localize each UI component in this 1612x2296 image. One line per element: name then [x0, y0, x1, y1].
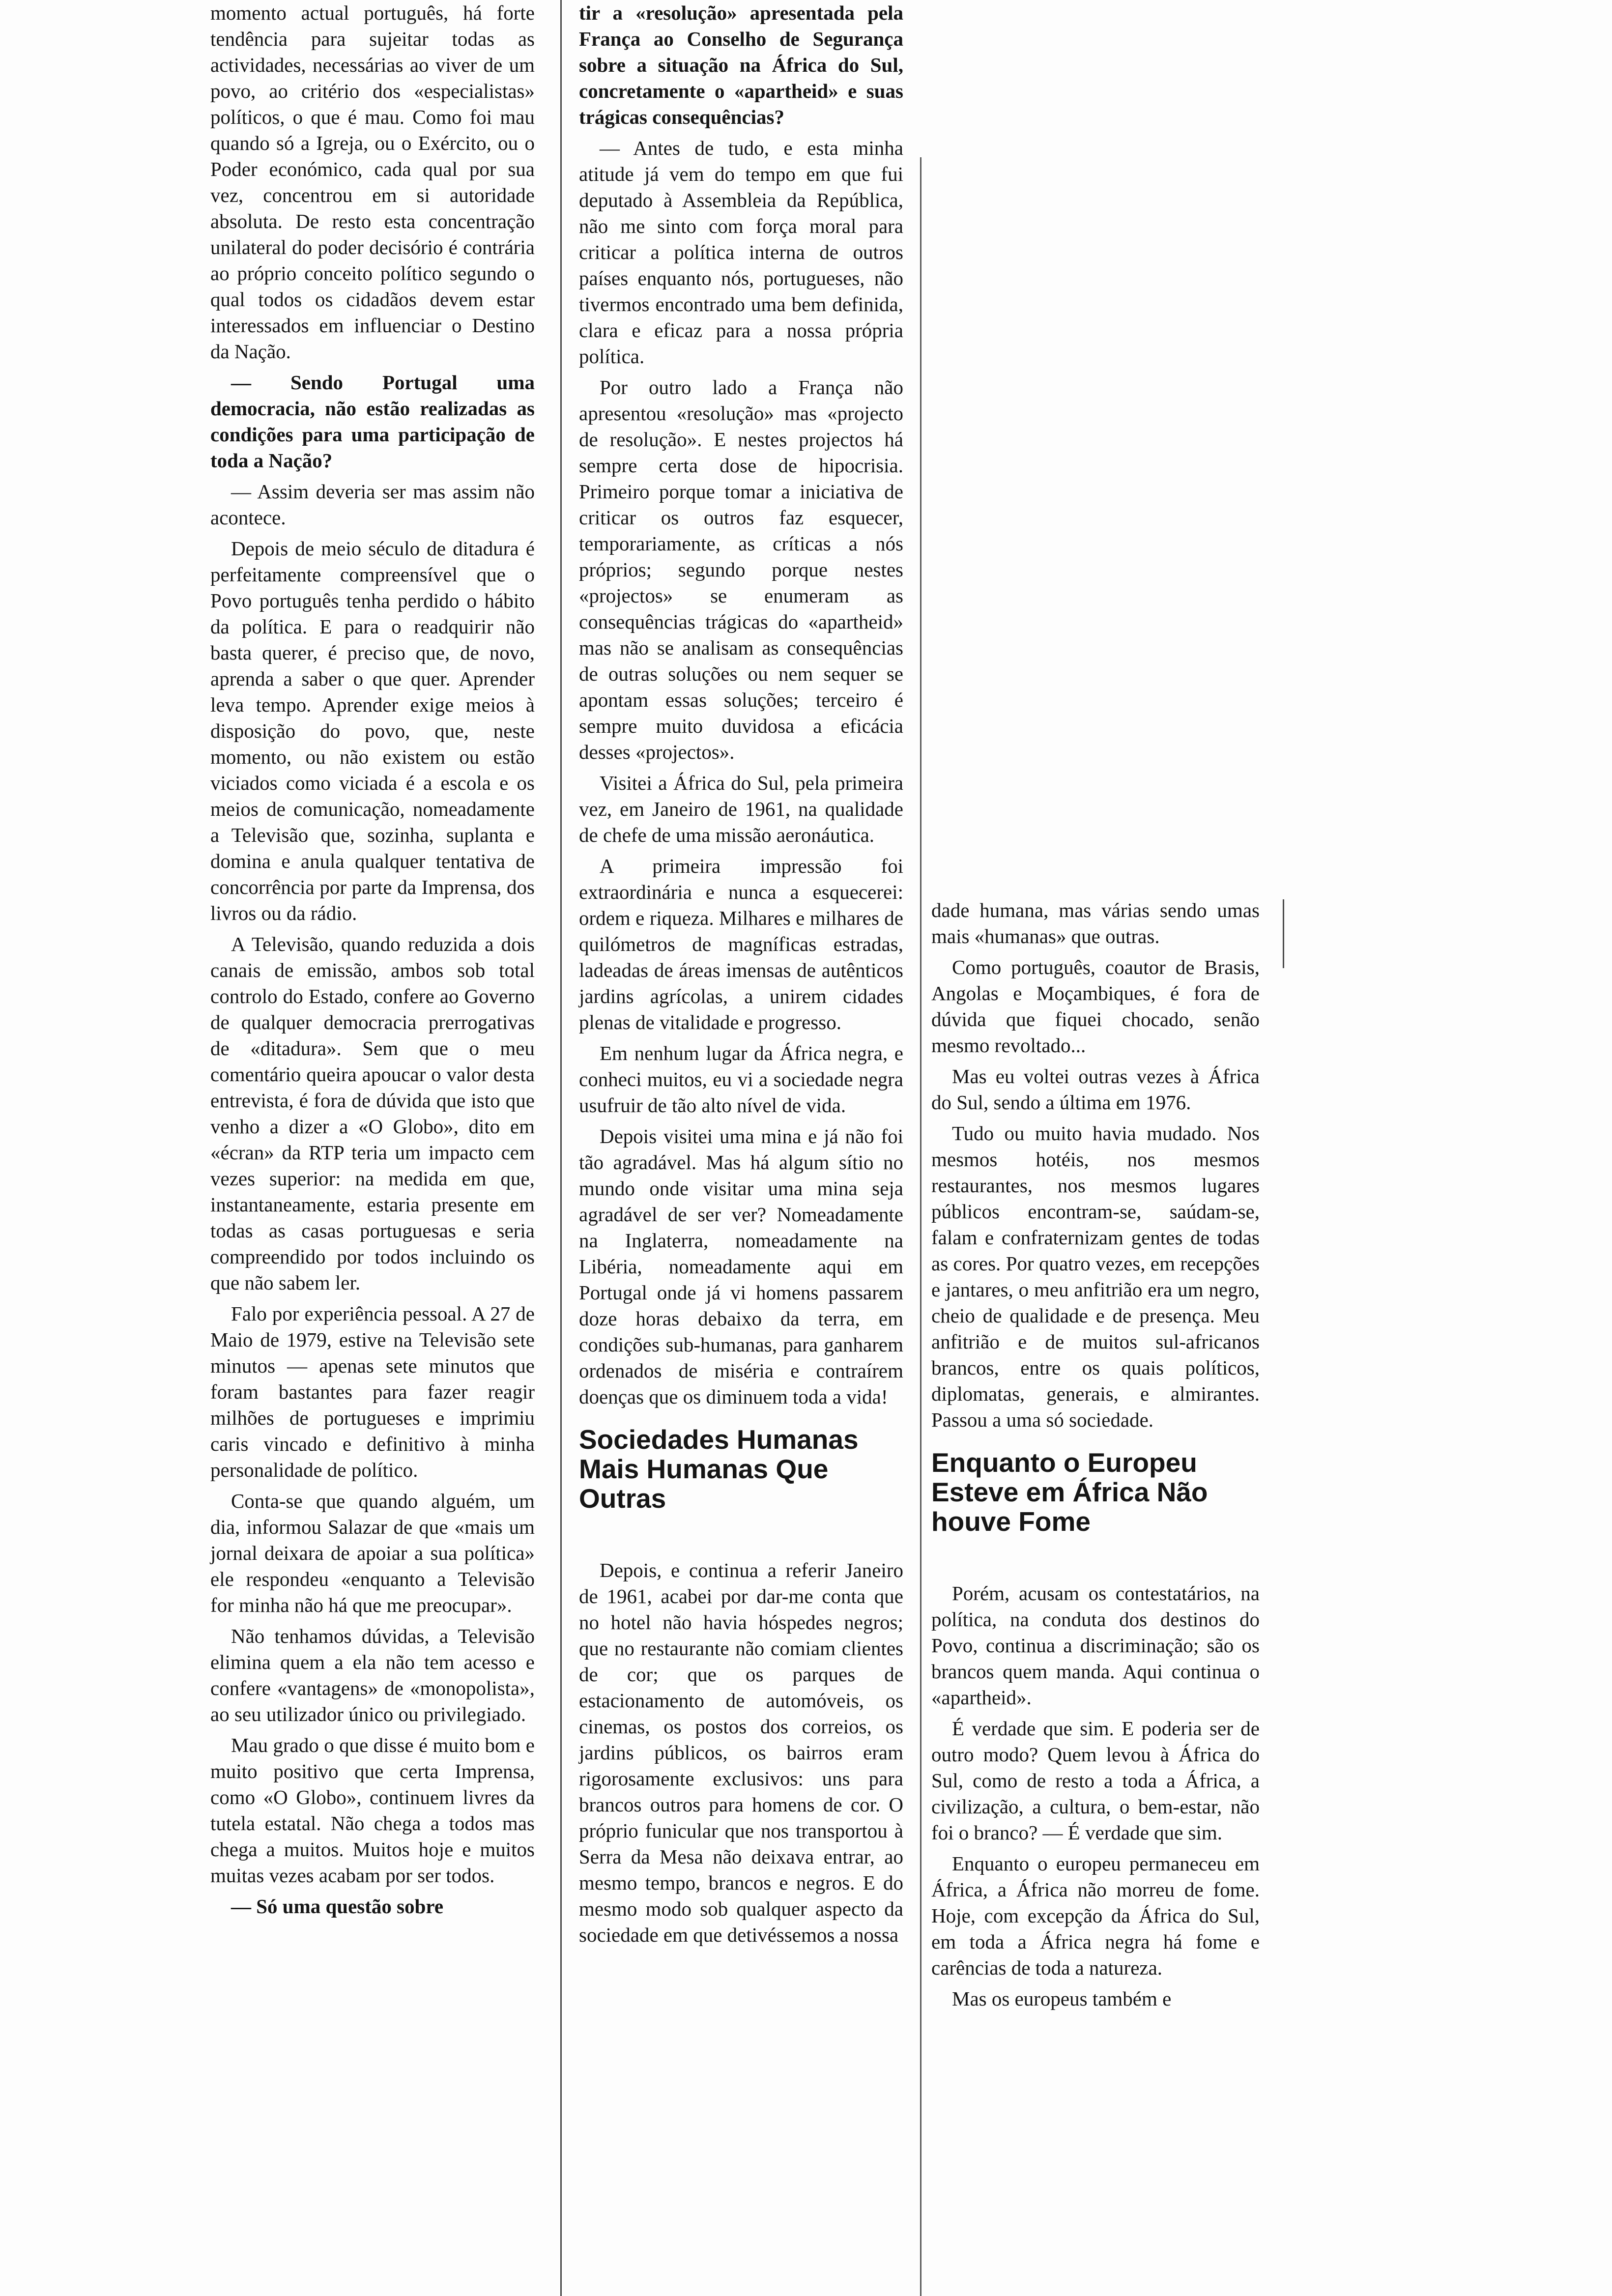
interview-question: tir a «resolução» apresentada pela França ao Conselho de Segurança sobre a situação na África do Sul, concretamente o «apartheid» e suas trágicas consequências?	[579, 1, 903, 128]
paragraph: Falo por experiência pessoal. A 27 de Maio de 1979, estive na Televisão sete minutos — apenas sete minutos que foram bastantes para fazer reagir milhões de portugueses e imprimiu caris vincado e definitivo à minha personalidade de político.	[210, 1302, 535, 1481]
paragraph: Mau grado o que disse é muito bom e muito positivo que certa Imprensa, como «O Globo», continuem livres da tutela estatal. Não chega a todos mas chega a muitos. Muitos hoje e muitos muitas vezes acabam por ser todos.	[210, 1734, 535, 1887]
paragraph: Depois, e continua a referir Janeiro de 1961, acabei por dar-me conta que no hotel não havia hóspedes negros; que no restaurante não comiam clientes de cor; que os parques de estacionamento de automóveis, os cinemas, os postos dos correios, os jardins públicos, os bairros eram rigorosamente exclusivos: uns para brancos outros para homens de cor. O próprio funicular que nos transportou à Serra da Mesa não deixava entrar, ao mesmo tempo, brancos e negros. E do mesmo modo sob qualquer aspecto da sociedade em que detivéssemos a nossa	[579, 1559, 903, 1946]
column-divider-1	[560, 0, 562, 2296]
paragraph: Porém, acusam os contestatários, na política, na conduta dos destinos do Povo, continua a discriminação; são os brancos quem manda. Aqui continua o «apartheid».	[931, 1582, 1260, 1709]
paragraph: Em nenhum lugar da África negra, e conheci muitos, eu vi a sociedade negra usufruir de tão alto nível de vida.	[579, 1042, 903, 1117]
text-column-3	[931, 897, 1260, 2017]
paragraph: É verdade que sim. E poderia ser de outro modo? Quem levou à África do Sul, como de resto a toda a África, a civilização, a cultura, o bem-estar, não foi o branco? — É verdade que sim.	[931, 1717, 1260, 1844]
paragraph: dade humana, mas várias sendo umas mais «humanas» que outras.	[931, 899, 1260, 947]
paragraph: A Televisão, quando reduzida a dois canais de emissão, ambos sob total controlo do Estado, confere ao Governo de qualquer democracia prerrogativas de «ditadura». Sem que o meu comentário queira apoucar o valor desta entrevista, é fora de dúvida que isto que venho a dizer a «O Globo», dito em «écran» da RTP teria um impacto cem vezes superior: na medida em que, instantaneamente, estaria presente em todas as casas portuguesas e seria compreendido por todos incluindo os que não sabem ler.	[210, 933, 535, 1294]
paragraph: Conta-se que quando alguém, um dia, informou Salazar de que «mais um jornal deixara de apoiar a sua política» ele respondeu «enquanto a Televisão for minha não há que me preocupar».	[210, 1490, 535, 1616]
paragraph: Mas eu voltei outras vezes à África do Sul, sendo a última em 1976.	[931, 1065, 1260, 1114]
text-column-1	[210, 0, 535, 1924]
paragraph: — Antes de tudo, e esta minha atitude já vem do tempo em que fui deputado à Assembleia da República, não me sinto com força moral para criticar a política interna de outros países enquanto nós, portugueses, não tivermos encontrado uma bem definida, clara e eficaz para a nossa própria política.	[579, 137, 903, 368]
paragraph: Não tenhamos dúvidas, a Televisão elimina quem a ela não tem acesso e confere «vantagens» de «monopolista», ao seu utilizador único ou privilegiado.	[210, 1625, 535, 1725]
paragraph: Enquanto o europeu permaneceu em África, a África não morreu de fome. Hoje, com excepção da África do Sul, em toda a África negra há fome e carências de toda a natureza.	[931, 1852, 1260, 1979]
column-divider-3	[1283, 899, 1284, 968]
paragraph: Depois de meio século de ditadura é perfeitamente compreensível que o Povo português tenha perdido o hábito da política. E para o readquirir não basta querer, é preciso que, de novo, aprenda a saber o que quer. Aprender leva tempo. Aprender exige meios à disposição do povo, que, neste momento, ou não existem ou estão viciados como viciada é a escola e os meios de comunicação, nomeadamente a Televisão que, sozinha, suplanta e domina e anula qualquer tentativa de concorrência por parte da Imprensa, dos livros ou da rádio.	[210, 537, 535, 924]
paragraph: A primeira impressão foi extraordinária e nunca a esquecerei: ordem e riqueza. Milhares e milhares de quilómetros de magníficas estradas, ladeadas de áreas imensas de autênticos jardins agrícolas, a unirem cidades plenas de vitalidade e progresso.	[579, 855, 903, 1033]
paragraph: Por outro lado a França não apresentou «resolução» mas «projecto de resolução». E nestes projectos há sempre certa dose de hipocrisia. Primeiro porque tomar a iniciativa de criticar os outros faz esquecer, temporariamente, as críticas a nós próprios; segundo porque nestes «projectos» se enumeram as consequências trágicas do «apartheid» mas não se analisam as consequências de outras soluções ou nem sequer se apontam essas soluções; terceiro é sempre muito duvidosa a eficácia desses «projectos».	[579, 376, 903, 763]
section-heading: Enquanto o Europeu Esteve em África Não houve Fome	[931, 1447, 1208, 1537]
text-column-2	[579, 0, 903, 1953]
paragraph: Depois visitei uma mina e já não foi tão agradável. Mas há algum sítio no mundo onde visitar uma mina seja agradável de ser ver? Nomeadamente na Inglaterra, nomeadamente na Libéria, nomeadamente aqui em Portugal onde já vi homens passarem doze horas debaixo da terra, em condições sub-humanas, para ganharem ordenados de miséria e contraírem doenças que os diminuem toda a vida!	[579, 1125, 903, 1408]
column-divider-2	[920, 157, 921, 2296]
paragraph: Como português, coautor de Brasis, Angolas e Moçambiques, é fora de dúvida que fiquei chocado, senão mesmo revoltado...	[931, 956, 1260, 1057]
paragraph: Visitei a África do Sul, pela primeira vez, em Janeiro de 1961, na qualidade de chefe de uma missão aeronáutica.	[579, 772, 903, 846]
paragraph: Tudo ou muito havia mudado. Nos mesmos hotéis, nos mesmos restaurantes, nos mesmos lugares públicos encontram-se, saúdam-se, falam e confraternizam gentes de todas as cores. Por quatro vezes, em recepções e jantares, o meu anfitrião era um negro, cheio de qualidade e de presença. Meu anfitrião e de muitos sul-africanos brancos, entre os quais políticos, diplomatas, generais, e almirantes. Passou a uma só sociedade.	[931, 1122, 1260, 1431]
interview-question: — Só uma questão sobre	[231, 1895, 444, 1918]
paragraph: Mas os europeus também e	[952, 1987, 1172, 2010]
paragraph: — Assim deveria ser mas assim não acontece.	[210, 480, 535, 529]
section-heading: Sociedades Humanas Mais Humanas Que Outras	[579, 1424, 859, 1514]
interview-question: — Sendo Portugal uma democracia, não estão realizadas as condições para uma participação de toda a Nação?	[210, 371, 535, 472]
paragraph: momento actual português, há forte tendência para sujeitar todas as actividades, necessárias ao viver de um povo, ao critério dos «especialistas» políticos, o que é mau. Como foi mau quando só a Igreja, ou o Exército, ou o Poder económico, cada qual por sua vez, concentrou em si autoridade absoluta. De resto esta concentração unilateral do poder decisório é contrária ao próprio conceito político segundo o qual todos os cidadãos devem estar interessados em influenciar o Destino da Nação.	[210, 1, 535, 363]
